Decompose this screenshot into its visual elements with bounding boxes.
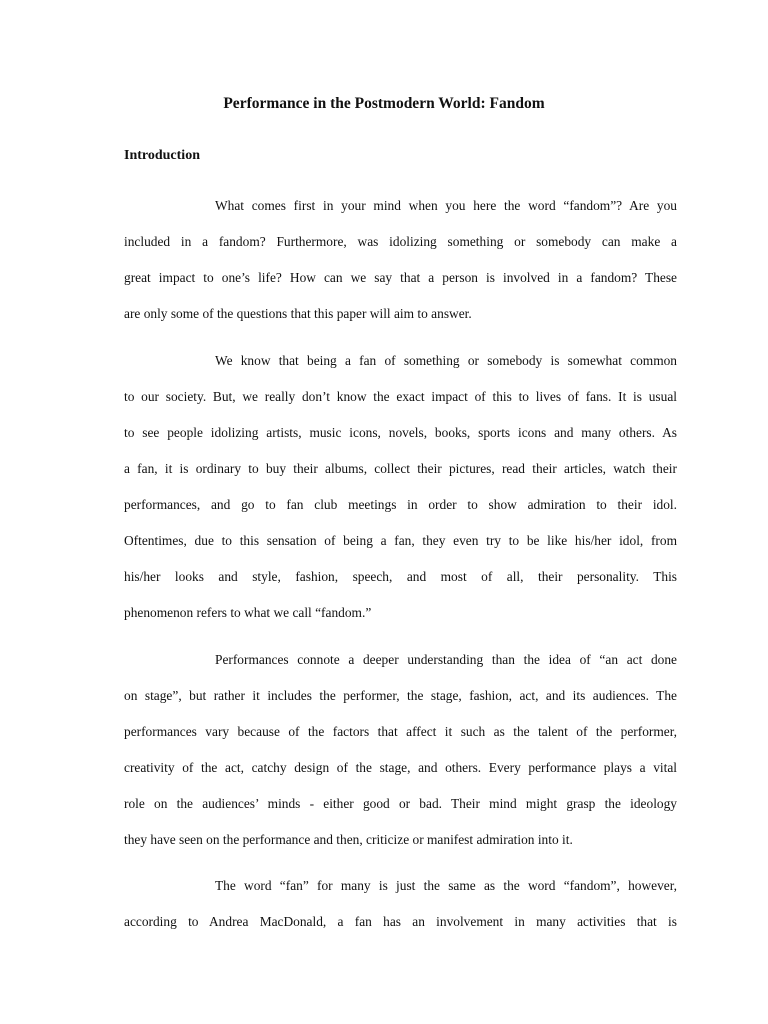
paragraph-line: phenomenon refers to what we call “fandom.”	[124, 605, 372, 620]
paragraph-line: they have seen on the performance and then, criticize or manifest admiration into it.	[124, 832, 573, 847]
paragraph-line: included in a fandom? Furthermore, was idolizing something or somebody can make a	[124, 234, 677, 249]
paragraph-line: a fan, it is ordinary to buy their albums, collect their pictures, read their articles, watch their	[124, 461, 677, 476]
paragraph-4	[124, 868, 677, 940]
paragraph-line: creativity of the act, catchy design of the stage, and others. Every performance plays a vital	[124, 760, 677, 775]
paragraph-line: according to Andrea MacDonald, a fan has an involvement in many activities that is	[124, 914, 677, 929]
paragraph-1	[124, 188, 677, 332]
paragraph-line: his/her looks and style, fashion, speech, and most of all, their personality. This	[124, 569, 677, 584]
paragraph-3	[124, 642, 677, 858]
paragraph-line: The word “fan” for many is just the same as the word “fandom”, however,	[215, 878, 677, 893]
paragraph-line: role on the audiences’ minds - either good or bad. Their mind might grasp the ideology	[124, 796, 677, 811]
paragraph-line: on stage”, but rather it includes the performer, the stage, fashion, act, and its audiences. The	[124, 688, 677, 703]
document-title: Performance in the Postmodern World: Fandom	[223, 95, 545, 112]
paragraph-line: What comes first in your mind when you here the word “fandom”? Are you	[215, 198, 677, 213]
paragraph-line: to our society. But, we really don’t know the exact impact of this to lives of fans. It is usual	[124, 389, 677, 404]
paragraph-line: Oftentimes, due to this sensation of being a fan, they even try to be like his/her idol, from	[124, 533, 677, 548]
paragraph-line: We know that being a fan of something or somebody is somewhat common	[215, 353, 677, 368]
paragraph-line: performances vary because of the factors that affect it such as the talent of the performer,	[124, 724, 677, 739]
paragraph-line: great impact to one’s life? How can we say that a person is involved in a fandom? These	[124, 270, 677, 285]
section-heading-introduction: Introduction	[124, 148, 200, 163]
paragraph-2	[124, 343, 677, 631]
paragraph-line: to see people idolizing artists, music icons, novels, books, sports icons and many others. As	[124, 425, 677, 440]
paragraph-line: performances, and go to fan club meetings in order to show admiration to their idol.	[124, 497, 677, 512]
paragraph-line: Performances connote a deeper understanding than the idea of “an act done	[215, 652, 677, 667]
paragraph-line: are only some of the questions that this paper will aim to answer.	[124, 306, 472, 321]
